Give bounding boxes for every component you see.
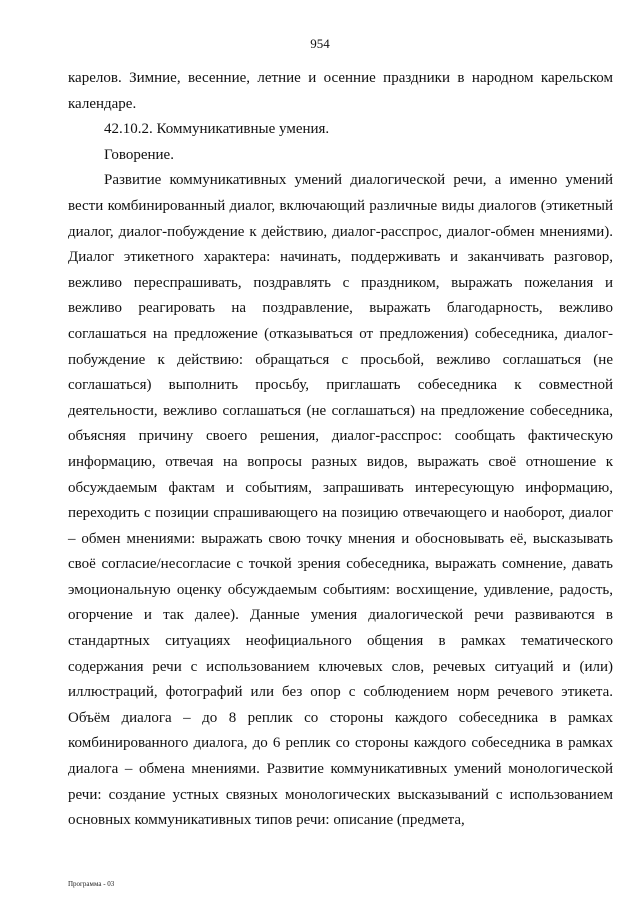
body-paragraph: Развитие коммуникативных умений диалогической речи, а именно умений вести комбинированный диалог, включающий различные виды диалогов (этикетный диалог, диалог-побуждение к действию, диалог-расспрос, диалог-обмен мнениями). Диалог этикетного характера: начинать, поддерживать и заканчивать разговор, вежливо переспрашивать, поздравлять с праздником, выражать пожелания и вежливо реагировать на поздравление, выражать благодарность, вежливо соглашаться на предложение (отказываться от предложения) собеседника, диалог-побуждение к действию: обращаться с просьбой, вежливо соглашаться (не соглашаться) выполнить просьбу, приглашать собеседника к совместной деятельности, вежливо соглашаться (не соглашаться) на предложение собеседника, объясняя причину своего решения, диалог-расспрос: сообщать фактическую информацию, отвечая на вопросы разных видов, выражать своё отношение к обсуждаемым фактам и событиям, запрашивать интересующую информацию, переходить с позиции спрашивающего на позицию отвечающего и наоборот, диалог – обмен мнениями: выражать свою точку мнения и обосновывать её, высказывать своё согласие/несогласие с точкой зрения собеседника, выражать сомнение, давать эмоциональную оценку обсуждаемым событиям: восхищение, удивление, радость, огорчение и так далее). Данные умения диалогической речи развиваются в стандартных ситуациях неофициального общения в рамках тематического содержания речи с использованием ключевых слов, речевых ситуаций и (или) иллюстраций, фотографий или без опор с соблюдением норм речевого этикета. Объём диалога – до 8 реплик со стороны каждого собеседника в рамках комбинированного диалога, до 6 реплик со стороны каждого собеседника в рамках диалога – обмена мнениями. Развитие коммуникативных умений монологической речи: создание устных связных монологических высказываний с использованием основных коммуникативных типов речи: описание (предмета, <box>68 172 613 829</box>
subsection-heading: Говорение. <box>104 146 174 163</box>
page-number: 954 <box>310 36 330 51</box>
section-heading: 42.10.2. Коммуникативные умения. <box>104 121 330 138</box>
document-body <box>68 66 613 834</box>
paragraph-continuation: карелов. Зимние, весенние, летние и осенние праздники в народном карельском календаре. <box>68 70 613 112</box>
page-footer: Программа - 03 <box>68 880 115 888</box>
